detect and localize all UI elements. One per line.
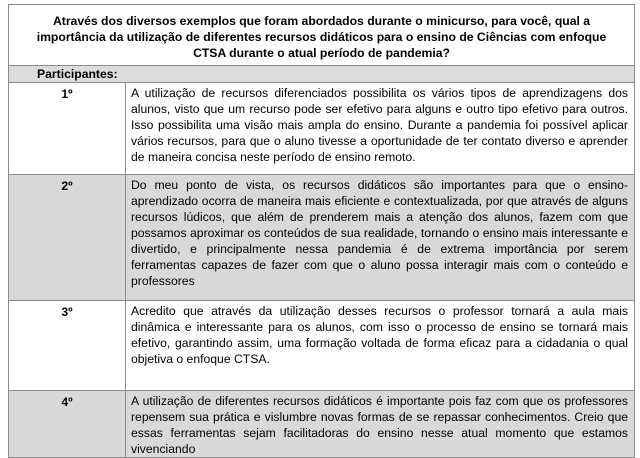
participant-number: 4º: [9, 391, 126, 458]
table-row: [9, 301, 635, 391]
table-row: [9, 391, 635, 458]
participant-answer: A utilização de recursos diferenciados possibilita os vários tipos de aprendizagens dos alunos, visto que um recurso pode ser efetivo para alguns e outro tipo efetivo para outros. Isso possibilita uma visão mais ampla do ensino. Durante a pandemia foi possível aplicar vários recursos, para que o aluno tivesse a oportunidade de ter contato diverso e aprender de maneira concisa neste período de ensino remoto.: [126, 83, 635, 175]
participants-header-row: [9, 66, 635, 83]
table-row: [9, 83, 635, 175]
participant-answer: A utilização de diferentes recursos didáticos é importante pois faz com que os professores repensem sua prática e vislumbre novas formas de se repassar conhecimentos. Creio que essas ferramentas sejam facilitadoras do ensino nesse atual momento que estamos vivenciando: [126, 391, 635, 458]
participants-header: Participantes:: [9, 66, 635, 83]
table-row: [9, 175, 635, 301]
participant-answer: Acredito que através da utilização desses recursos o professor tornará a aula mais dinâmica e interessante para os alunos, com isso o processo de ensino se tornará mais efetivo, garantindo assim, uma formação voltada de forma eficaz para a cidadania o qual objetiva o enfoque CTSA.: [126, 301, 635, 391]
participant-number: 3º: [9, 301, 126, 391]
question-text: Através dos diversos exemplos que foram abordados durante o minicurso, para você, qual a importância da utilização de diferentes recursos didáticos para o ensino de Ciências com enfoque CTSA durante o atual período de pandemia?: [9, 5, 635, 66]
participant-number: 2º: [9, 175, 126, 301]
question-row: [9, 5, 635, 66]
responses-table: [8, 4, 635, 458]
participant-answer: Do meu ponto de vista, os recursos didáticos são importantes para que o ensino-aprendizado ocorra de maneira mais eficiente e contextualizada, por que através de alguns recursos lúdicos, que além de prenderem mais a atenção dos alunos, fazem com que possamos aproximar os conteúdos de sua realidade, tornando o ensino mais interessante e divertido, e principalmente nessa pandemia é de extrema importância por serem ferramentas capazes de fazer com que o aluno possa interagir mais com o conteúdo e professores: [126, 175, 635, 301]
participant-number: 1º: [9, 83, 126, 175]
